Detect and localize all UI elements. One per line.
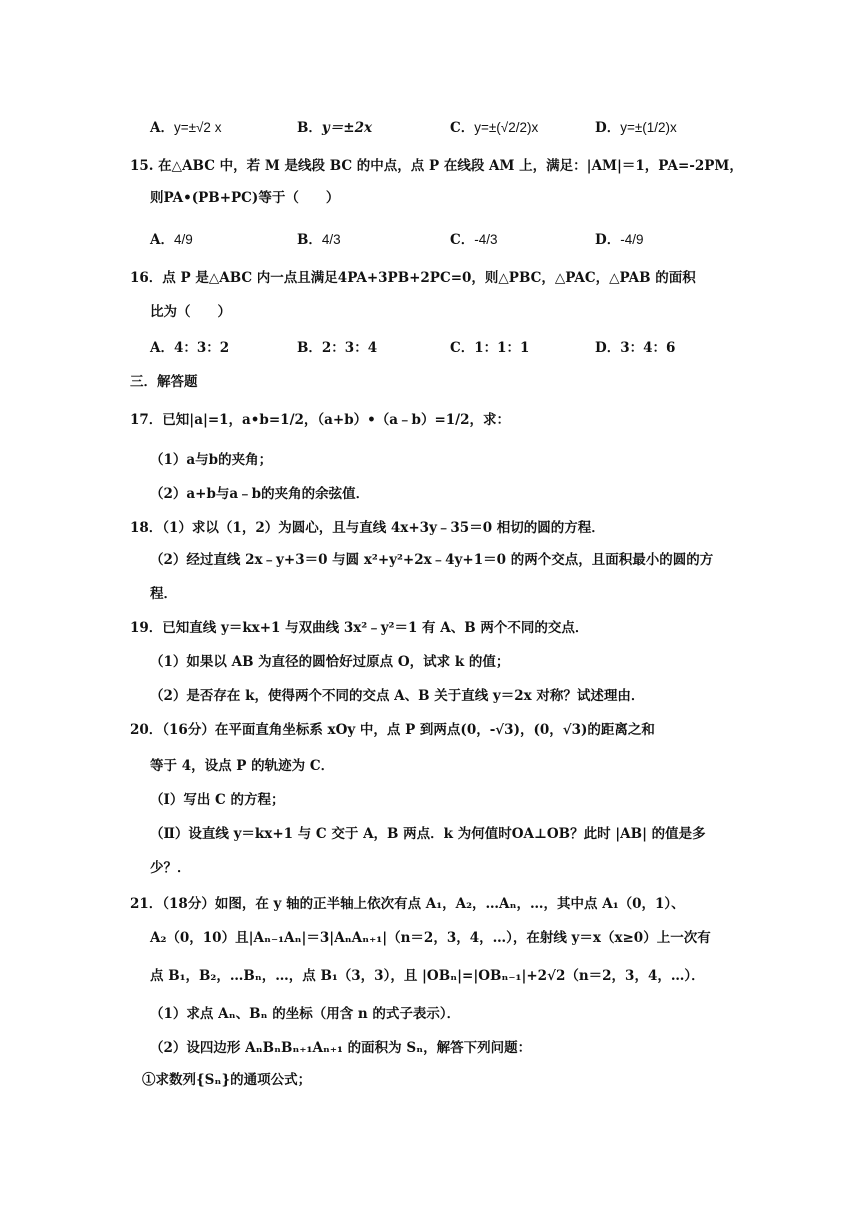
q15-option-c <box>450 230 498 250</box>
option-label: C． <box>450 120 475 136</box>
q21-stem-line3: 点 B₁，B₂，…Bₙ，…，点 B₁（3，3），且 |OBₙ|=|OBₙ₋₁|+2√2（n＝2，3，4，…）． <box>150 968 705 984</box>
option-value: -4/3 <box>474 232 498 247</box>
q21-part1: （1）求点 Aₙ、Bₙ 的坐标（用含 n 的式子表示）． <box>150 1006 461 1022</box>
q20-stem-line1: 20．（16分）在平面直角坐标系 xOy 中，点 P 到两点(0，-√3)，(0，√3)的距离之和 <box>130 722 655 738</box>
q16-option-c: C．1：1：1 <box>450 340 530 356</box>
q20-part2-line2: 少？． <box>150 860 191 876</box>
q21-part2-sub1: ①求数列{Sₙ}的通项公式； <box>142 1072 312 1088</box>
q15-stem-line1: 15. 在△ABC 中，若 M 是线段 BC 的中点，点 P 在线段 AM 上，满足：|AM|＝1，PA=-2PM， <box>130 158 743 174</box>
option-label: B． <box>297 232 322 248</box>
q21-stem-line1: 21．（18分）如图，在 y 轴的正半轴上依次有点 A₁，A₂，…Aₙ，…，其中点 A₁（0，1）、 <box>130 896 685 912</box>
option-label: A． <box>150 232 174 248</box>
q16-stem-line1: 16．点 P 是△ABC 内一点且满足4PA+3PB+2PC=0，则△PBC，△PAC，△PAB 的面积 <box>130 270 696 286</box>
q16-option-a: A．4：3：2 <box>150 340 230 356</box>
q14-option-c <box>450 118 538 138</box>
option-value: 4/9 <box>173 232 193 247</box>
option-label: A． <box>150 120 174 136</box>
q14-option-b <box>297 118 372 138</box>
q20-stem-line2: 等于 4，设点 P 的轨迹为 C． <box>150 758 335 774</box>
q19-part1: （1）如果以 AB 为直径的圆恰好过原点 O，试求 k 的值； <box>150 654 510 670</box>
q15-option-a <box>150 230 193 250</box>
q15-option-b <box>297 230 341 250</box>
q17-part1: （1）a与b的夹角； <box>150 452 273 468</box>
option-label: C． <box>450 232 475 248</box>
q16-option-d: D．3：4：6 <box>595 340 676 356</box>
option-value: y=±(√2/2)x <box>474 120 539 135</box>
q19-stem: 19．已知直线 y＝kx+1 与双曲线 3x²﹣y²＝1 有 A、B 两个不同的交点． <box>130 620 589 636</box>
q16-option-b: B．2：3：4 <box>297 340 378 356</box>
q15-stem-line2: 则PA•(PB+PC)等于（ ） <box>150 190 340 206</box>
q19-part2: （2）是否存在 k，使得两个不同的交点 A、B 关于直线 y＝2x 对称？试述理由． <box>150 688 645 704</box>
q14-option-d <box>595 118 677 138</box>
section-heading: 三．解答题 <box>130 374 198 390</box>
q17-part2: （2）a+b与a﹣b的夹角的余弦值． <box>150 486 370 502</box>
option-value: y＝±2x <box>321 120 373 136</box>
option-label: D． <box>595 232 621 248</box>
q20-part2-line1: （Ⅱ）设直线 y＝kx+1 与 C 交于 A，B 两点．k 为何值时OA⊥OB？此时 |AB| 的值是多 <box>150 826 706 842</box>
q14-option-a <box>150 118 221 138</box>
option-label: B． <box>297 120 322 136</box>
option-value: 4/3 <box>321 232 341 247</box>
q18-part2-line2: 程． <box>150 586 177 602</box>
q16-stem-line2: 比为（ ） <box>150 304 231 320</box>
q15-option-d <box>595 230 643 250</box>
option-value: y=±√2 x <box>173 120 222 135</box>
q21-stem-line2: A₂（0，10）且|Aₙ₋₁Aₙ|＝3|AₙAₙ₊₁|（n＝2，3，4，…），在射线 y＝x（x≥0）上一次有 <box>150 930 711 946</box>
option-value: -4/9 <box>620 232 644 247</box>
q21-part2: （2）设四边形 AₙBₙBₙ₊₁Aₙ₊₁ 的面积为 Sₙ，解答下列问题： <box>150 1040 532 1056</box>
q18-part1: 18．（1）求以（1，2）为圆心，且与直线 4x+3y﹣35＝0 相切的圆的方程． <box>130 520 605 536</box>
q17-stem: 17．已知|a|=1，a•b=1/2，（a+b）•（a﹣b）=1/2，求： <box>130 412 510 428</box>
option-value: y=±(1/2)x <box>620 120 677 135</box>
q18-part2-line1: （2）经过直线 2x﹣y+3＝0 与圆 x²+y²+2x﹣4y+1＝0 的两个交点，且面积最小的圆的方 <box>150 552 714 568</box>
q20-part1: （Ⅰ）写出 C 的方程； <box>150 792 285 808</box>
option-label: D． <box>595 120 621 136</box>
